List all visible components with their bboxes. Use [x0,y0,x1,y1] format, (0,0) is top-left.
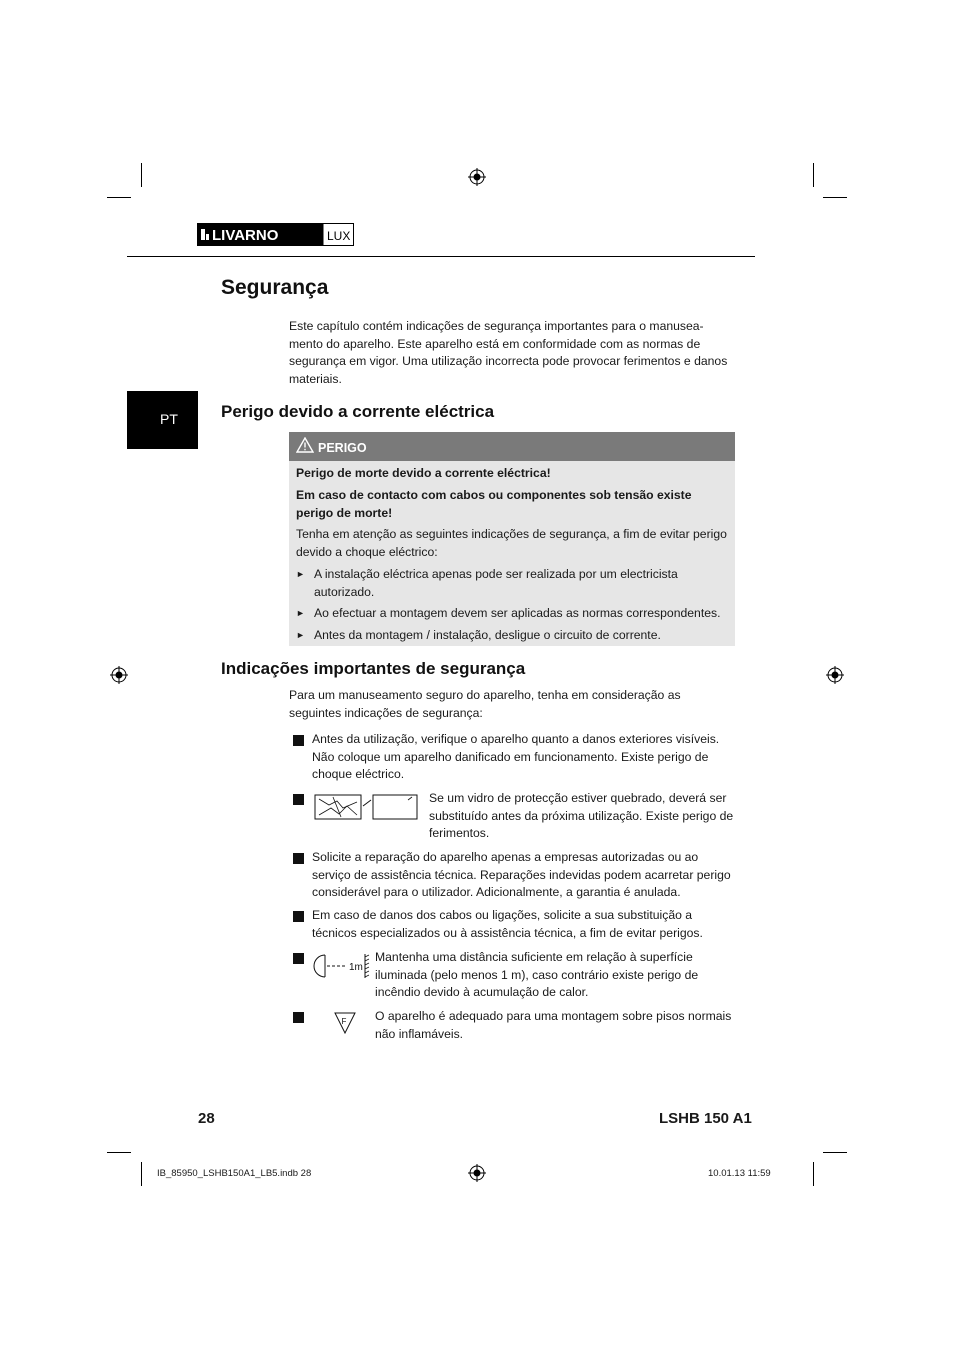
arrow-bullet-icon: ► [296,630,305,640]
square-bullet-icon [293,735,304,746]
brand-sub: LUX [327,229,351,243]
arrow-bullet-icon: ► [296,608,305,618]
square-bullet-icon [293,794,304,805]
safety-item: Mantenha uma distância suficiente em relação à superfície iluminada (pelo menos 1 m), caso contrário existe perigo de incêndio devido à acumulação de calor. [375,950,699,999]
registration-mark-icon [468,1164,486,1182]
f-mark-icon [334,1011,356,1035]
safety-item: Se um vidro de protecção estiver quebrado, deverá ser substituído antes da próxima utilização. Existe perigo de ferimentos. [429,791,734,840]
header-rule [127,256,755,257]
crop-mark [141,1162,142,1186]
print-timestamp: 10.01.13 11:59 [708,1168,771,1179]
brand-name: LIVARNO [212,227,279,244]
safety-intro: Para um manuseamento seguro do aparelho, tenha em consideração as seguintes indicações de segurança: [289,688,681,720]
model-number: LSHB 150 A1 [659,1110,752,1127]
square-bullet-icon [293,911,304,922]
warning-bold-line-1: Perigo de morte devido a corrente eléctrica! [296,466,551,480]
safety-item: Em caso de danos dos cabos ou ligações, solicite a sua substituição a técnicos especializados ou à assistência técnica, a fim de evitar perigos. [312,908,703,940]
svg-text:F: F [341,1017,347,1026]
crop-mark [813,1162,814,1186]
square-bullet-icon [293,853,304,864]
arrow-bullet-icon: ► [296,569,305,579]
warning-triangle-icon [296,437,314,453]
warning-header [289,432,735,461]
safety-item: O aparelho é adequado para uma montagem sobre pisos normais não inflamáveis. [375,1009,732,1041]
crop-mark [107,197,131,198]
file-slug: IB_85950_LSHB150A1_LB5.indb 28 [157,1168,312,1179]
crop-mark [823,1152,847,1153]
crop-mark [823,197,847,198]
safety-item: Solicite a reparação do aparelho apenas a empresas autorizadas ou ao serviço de assistência técnica. Reparações indevidas podem acarretar perigo considerável para o utilizador. Adicionalmente, a garantia é anulada. [312,850,731,899]
broken-glass-icon [313,792,419,822]
language-tab [127,391,198,449]
registration-mark-icon [110,666,128,684]
brand-logo [197,223,354,246]
crop-mark [813,163,814,187]
square-bullet-icon [293,1012,304,1023]
registration-mark-icon [468,168,486,186]
language-tab-label: PT [160,411,178,427]
warning-body: Tenha em atenção as seguintes indicações de segurança, a fim de evitar perigo devido a choque eléctrico: [296,527,727,559]
section-heading-safety: Indicações importantes de segurança [221,659,526,678]
safety-item: Antes da utilização, verifique o aparelho quanto a danos exteriores visíveis. Não coloque um aparelho danificado em funcionamento. Existe perigo de choque eléctrico. [312,732,720,781]
intro-paragraph: Este capítulo contém indicações de segurança importantes para o manusea-mento do aparelho. Este aparelho está em conformidade com as normas de segurança em vigor. Uma utilização incorrecta pode provocar ferimentos e danos materiais. [289,319,728,386]
square-bullet-icon [293,953,304,964]
registration-mark-icon [826,666,844,684]
minimum-distance-icon [313,952,371,980]
warning-bold-line-2: Em caso de contacto com cabos ou componentes sob tensão existe perigo de morte! [296,488,692,520]
crop-mark [107,1152,131,1153]
crop-mark [141,163,142,187]
page-title: Segurança [221,276,329,299]
warning-label: PERIGO [318,441,367,455]
svg-text:1m: 1m [349,962,363,973]
page-number: 28 [198,1110,215,1127]
warning-box: PERIGO Perigo de morte devido a corrente eléctrica! Em caso de contacto com cabos ou componentes sob tensão existe perigo de morte! Tenha em atenção as seguintes indicações de segurança, a fim de evitar perigo devido a choque eléctrico: ► A instalação eléctrica apenas pode ser realizada por um electricista autorizado. ► Ao efectuar a montagem devem ser aplicadas as normas correspondentes. ► Antes da montagem / instalação, desligue o circuito de corrente. [289,432,735,646]
section-heading-electric: Perigo devido a corrente eléctrica [221,402,495,421]
